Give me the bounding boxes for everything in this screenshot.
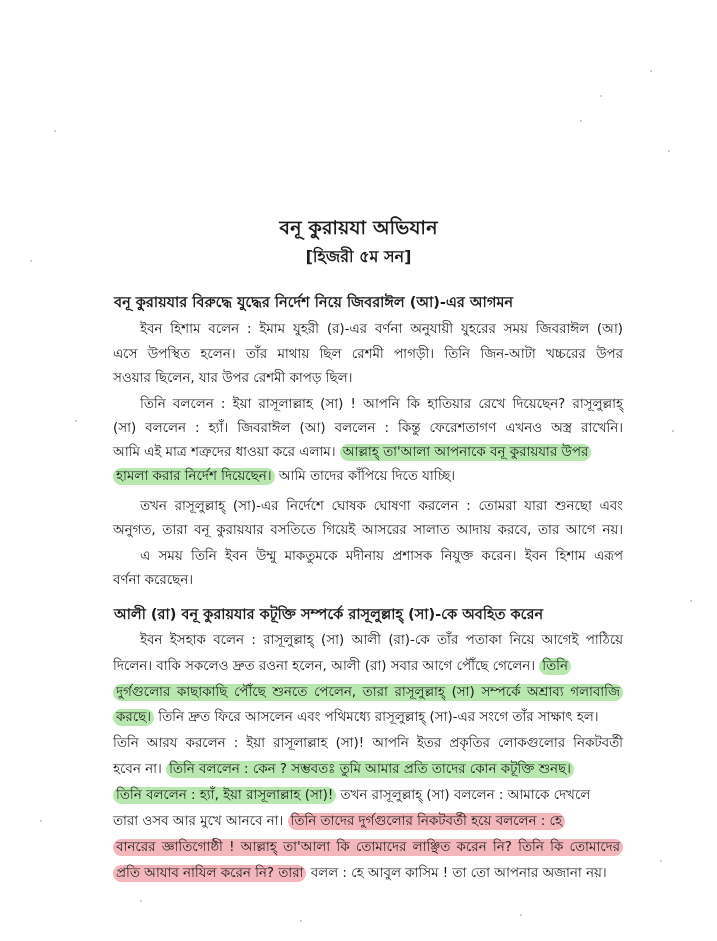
paragraph-line <box>113 683 623 703</box>
scan-speck <box>75 420 77 422</box>
paragraph-line <box>113 467 623 487</box>
scan-speck <box>300 920 302 922</box>
text-span: আমি তাদের কাঁপিয়ে দিতে যাচ্ছি। <box>278 469 456 484</box>
highlighted-text: করছে। <box>113 709 154 726</box>
paragraph-line: অনুগত, তারা বনূ কুরায়যার বসতিতে গিয়েই আসরের সালাত আদায় করবে, তার আগে নয়। <box>113 523 623 538</box>
highlighted-text: তিনি <box>539 658 571 675</box>
text-span: হবেন না। <box>113 762 162 777</box>
paragraph-line: এসে উপস্থিত হলেন। তাঁর মাথায় ছিল রেশমী পাগড়ী। তিনি জিন-আটা খচ্চরের উপর <box>113 347 623 362</box>
scan-speck <box>580 120 582 122</box>
scan-speck <box>672 430 674 432</box>
paragraph-line <box>113 786 623 806</box>
paragraph-line: বর্ণনা করেছেন। <box>113 573 194 588</box>
page-subtitle: [হিজরী ৫ম সন] <box>305 247 412 266</box>
highlighted-text: দুর্গগুলোর কাছাকাছি পৌঁছে শুনতে পেলেন, তারা রাসূলুল্লাহ্ (সা) সম্পর্কে অশ্রাব্য গলাবাজি <box>113 684 623 701</box>
scan-speck <box>690 600 692 602</box>
paragraph-line: এ সময় তিনি ইবন উম্মু মাকতুমকে মদীনায় প্রশাসক নিযুক্ত করেন। ইবন হিশাম এরূপ <box>140 549 623 564</box>
paragraph-line <box>113 708 623 728</box>
paragraph-line <box>113 812 623 832</box>
highlighted-text: তিনি বললেন : কেন ? সম্ভবতঃ তুমি আমার প্রতি তাদের কোন কটূক্তি শুনছ। <box>166 761 574 778</box>
paragraph-line: তখন রাসূলুল্লাহ্ (সা)-এর নির্দেশে ঘোষক ঘোষণা করলেন : তোমরা যারা শুনছো এবং <box>140 499 623 514</box>
scan-speck <box>54 130 56 132</box>
scan-speck <box>40 820 42 822</box>
paragraph-line <box>113 443 623 463</box>
scan-speck <box>140 900 142 902</box>
highlighted-text: আল্লাহ্ তা'আলা আপনাকে বনূ কুরায়যার উপর <box>340 444 592 461</box>
scan-speck <box>520 914 522 916</box>
paragraph-line: তিনি বললেন : ইয়া রাসূলাল্লাহ (সা) ! আপনি কি হাতিয়ার রেখে দিয়েছেন? রাসূলুল্লাহ্ <box>140 397 623 412</box>
paragraph-line: ইবন হিশাম বলেন : ইমাম যুহরী (র)-এর বর্ণনা অনুযায়ী যুহরের সময় জিবরাঈল (আ) <box>140 322 623 337</box>
paragraph-line: (সা) বললেন : হ্যাঁ। জিবরাঈল (আ) বললেন : কিন্তু ফেরেশতাগণ এখনও অস্ত্র রাখেনি। <box>113 421 623 436</box>
text-span: বলল : হে আবুল কাসিম ! তা তো আপনার অজানা নয়। <box>310 866 607 881</box>
paragraph-line: ইবন ইসহাক বলেন : রাসূলুল্লাহ্ (সা) আলী (রা)-কে তাঁর পতাকা নিয়ে আগেই পাঠিয়ে <box>140 633 623 648</box>
paragraph-line <box>113 760 623 780</box>
page-title: বনূ কুরায়যা অভিযান <box>279 217 438 239</box>
text-span: তারা ওসব আর মুখে আনবে না। <box>113 814 284 829</box>
highlighted-text: হামলা করার নির্দেশ দিয়েছেন। <box>113 468 275 485</box>
text-span: তখন রাসূলুল্লাহ্ (সা) বললেন : আমাকে দেখলে <box>340 788 591 803</box>
scan-speck <box>600 95 602 97</box>
text-span: দিলেন। বাকি সকলেও দ্রুত রওনা হলেন, আলী (রা) সবার আগে পৌঁছে গেলেন। <box>113 659 535 674</box>
section-heading-2: আলী (রা) বনূ কুরায়যার কটূক্তি সম্পর্কে রাসূলুল্লাহ্ (সা)-কে অবহিত করেন <box>114 607 544 623</box>
paragraph-line: সওয়ার ছিলেন, যার উপর রেশমী কাপড় ছিল। <box>113 371 353 386</box>
paragraph-line: তিনি আরয করলেন : ইয়া রাসূলাল্লাহ (সা)! আপনি ইতর প্রকৃতির লোকগুলোর নিকটবর্তী <box>113 736 623 751</box>
scan-speck <box>660 860 662 862</box>
paragraph-line <box>113 838 623 858</box>
scan-speck <box>650 70 652 72</box>
highlighted-text: বানরের জ্ঞাতিগোষ্ঠী ! আল্লাহ্ তা'আলা কি তোমাদের লাঞ্ছিত করেন নি? তিনি কি তোমাদের <box>113 839 623 856</box>
highlighted-text: তিনি তাদের দুর্গগুলোর নিকটবর্তী হয়ে বললেন : হে <box>288 813 565 830</box>
scan-speck <box>668 150 670 152</box>
text-span: তিনি দ্রুত ফিরে আসলেন এবং পথিমধ্যে রাসূলুল্লাহ্ (সা)-এর সংগে তাঁর সাক্ষাৎ হল। <box>158 710 599 725</box>
highlighted-text: প্রতি আযাব নাযিল করেন নি? তারা <box>113 865 306 882</box>
paragraph-line <box>113 657 623 677</box>
highlighted-text: তিনি বললেন : হ্যাঁ, ইয়া রাসূলাল্লাহ (সা)! <box>113 787 336 804</box>
section-heading-1: বনূ কুরায়যার বিরুদ্ধে যুদ্ধের নির্দেশ নিয়ে জিবরাঈল (আ)-এর আগমন <box>114 295 514 311</box>
paragraph-line <box>113 864 623 884</box>
text-span: আমি এই মাত্র শত্রুদের ধাওয়া করে এলাম। <box>113 445 336 460</box>
